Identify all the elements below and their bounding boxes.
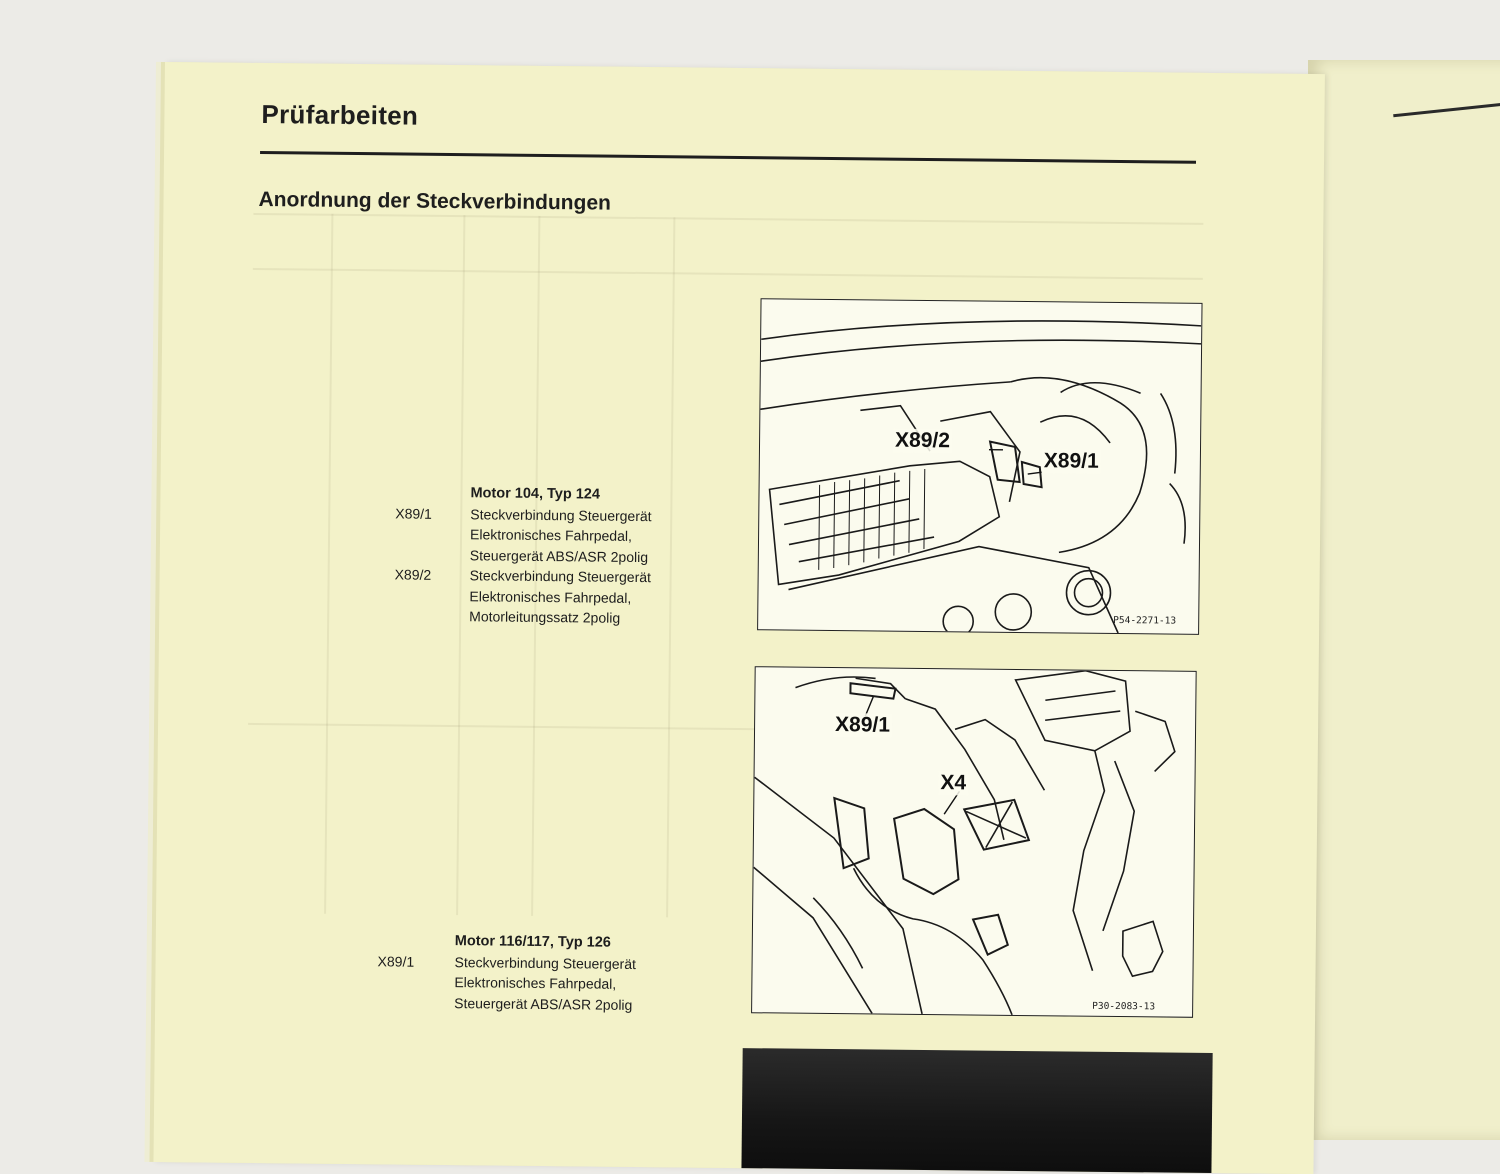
connector-description (470, 504, 771, 569)
facing-page-rule (1393, 102, 1500, 118)
legend-heading: Motor 104, Typ 124 (470, 483, 770, 507)
description-line: Steckverbindung Steuergerät (470, 504, 770, 528)
description-line: Steckverbindung Steuergerät (470, 565, 770, 589)
description-line: Motorleitungssatz 2polig (469, 606, 769, 630)
facing-page (1308, 60, 1500, 1140)
legend-heading: Motor 116/117, Typ 126 (455, 931, 755, 955)
line-drawing-2 (752, 667, 1196, 1017)
callout-label: X89/1 (833, 713, 892, 738)
bleed-through-table (324, 214, 333, 914)
engine-bay-illustration-2 (751, 666, 1197, 1018)
description-line: Elektronisches Fahrpedal, (469, 586, 769, 610)
description-line: Steuergerät ABS/ASR 2polig (454, 993, 754, 1017)
manual-page (153, 62, 1324, 1174)
section-title: Anordnung der Steckverbindungen (258, 188, 611, 216)
connector-code: X89/2 (394, 564, 470, 626)
figure-reference: P54-2271-13 (1113, 615, 1176, 627)
legend-entry (395, 503, 771, 568)
callout-label: X4 (938, 771, 968, 795)
callout-label: X89/1 (1042, 449, 1101, 474)
description-line: Elektronisches Fahrpedal, (454, 972, 754, 996)
callout-label: X89/2 (893, 429, 952, 454)
connector-description (469, 565, 770, 630)
page-header-title: Prüfarbeiten (261, 99, 418, 132)
bleed-through-table (253, 213, 1203, 225)
description-line: Steuergerät ABS/ASR 2polig (470, 545, 770, 569)
connector-description (454, 952, 755, 1017)
bleed-through-table (253, 268, 1203, 280)
engine-bay-illustration-1 (757, 298, 1202, 635)
engine-photo (741, 1048, 1212, 1173)
connector-code: X89/1 (377, 951, 455, 1013)
header-rule (260, 151, 1196, 164)
figure-reference: P30-2083-13 (1092, 1001, 1155, 1013)
legend-motor-116-117 (377, 930, 755, 1016)
legend-motor-104 (394, 482, 770, 629)
line-drawing-1 (758, 299, 1201, 634)
description-line: Elektronisches Fahrpedal, (470, 524, 770, 548)
legend-entry (377, 951, 755, 1016)
legend-entry (394, 564, 770, 629)
connector-code: X89/1 (395, 503, 471, 565)
description-line: Steckverbindung Steuergerät (454, 952, 754, 976)
